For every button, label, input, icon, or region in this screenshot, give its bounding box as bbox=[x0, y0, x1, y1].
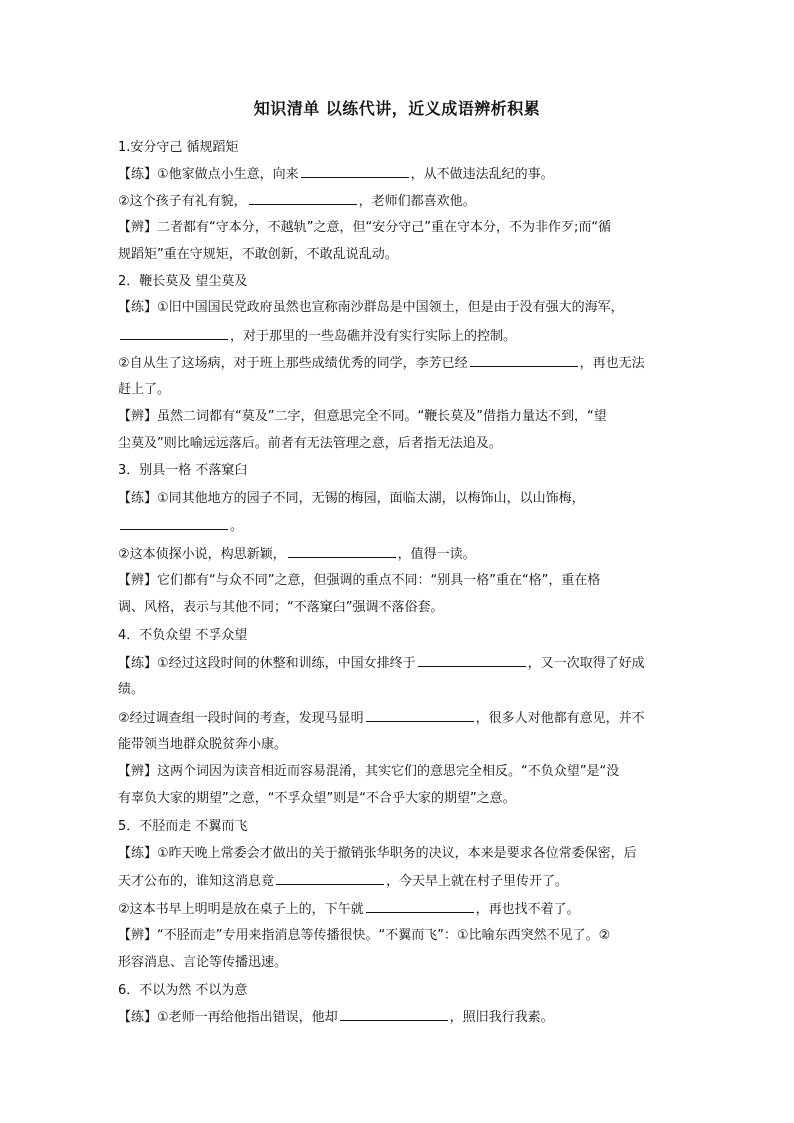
fill-in-blank[interactable] bbox=[120, 517, 228, 530]
line-text: 赶上了。 bbox=[118, 382, 171, 397]
line-text: 5．不胫而走 不翼而飞 bbox=[118, 819, 248, 834]
fill-in-blank[interactable] bbox=[301, 165, 409, 178]
line-text: 【辨】“不胫而走”专用来指消息等传播很快。“不翼而飞”：①比喻东西突然不见了。② bbox=[118, 928, 611, 943]
line-text: 绩。 bbox=[118, 682, 145, 697]
line-text-after-blank: ，很多人对他都有意见，并不 bbox=[475, 711, 645, 726]
fill-in-blank[interactable] bbox=[288, 545, 396, 558]
line-text: ②自从生了这场病，对于班上那些成绩优秀的同学，李芳已经 bbox=[118, 356, 468, 371]
line-text: ②经过调查组一段时间的考查，发现马显明 bbox=[118, 711, 364, 726]
text-line bbox=[118, 165, 688, 183]
line-text-after-blank: 。 bbox=[230, 519, 244, 534]
line-text: 天才公布的，谁知这消息竟 bbox=[118, 874, 275, 889]
text-line bbox=[118, 462, 688, 480]
line-text: 能带领当地群众脱贫奔小康。 bbox=[118, 737, 288, 752]
text-line bbox=[118, 1008, 688, 1026]
text-line bbox=[118, 900, 688, 918]
line-text: 【练】①老师一再给他指出错误，他却 bbox=[118, 1010, 338, 1025]
text-line bbox=[118, 572, 688, 590]
text-line bbox=[118, 763, 688, 781]
line-text-after-blank: ，再也无法 bbox=[579, 356, 645, 371]
text-line bbox=[118, 381, 688, 399]
line-text: 【练】①他家做点小生意，向来 bbox=[118, 167, 299, 182]
line-text: ②这个孩子有礼有貌， bbox=[118, 194, 247, 209]
text-line bbox=[118, 681, 688, 699]
line-text: 尘莫及”则比喻远远落后。前者有无法管理之意，后者指无法追及。 bbox=[118, 436, 502, 451]
line-text: 4．不负众望 不孚众望 bbox=[118, 628, 248, 643]
text-line bbox=[118, 139, 688, 157]
line-text: 【练】①昨天晚上常委会才做出的关于撤销张华职务的决议，本来是要求各位常委保密，后 bbox=[118, 846, 637, 861]
line-text-after-blank: ，照旧我行我素。 bbox=[449, 1010, 554, 1025]
page-title: 知识清单 以练代讲，近义成语辨析积累 bbox=[253, 99, 541, 118]
text-line bbox=[118, 982, 688, 1000]
text-line bbox=[118, 299, 688, 317]
line-text: 【辨】它们都有“与众不同”之意，但强调的重点不同：“别具一格”重在“格”，重在格 bbox=[118, 573, 601, 588]
fill-in-blank[interactable] bbox=[249, 192, 357, 205]
line-text: ②这本侦探小说，构思新颖， bbox=[118, 547, 286, 562]
text-line bbox=[118, 627, 688, 645]
text-line bbox=[118, 845, 688, 863]
text-line bbox=[118, 709, 688, 727]
text-line bbox=[118, 818, 688, 836]
line-text: 形容消息、言论等传播迅速。 bbox=[118, 955, 288, 970]
line-text: 有辜负大家的期望”之意，“不孚众望”则是“不合乎大家的期望”之意。 bbox=[118, 791, 516, 806]
line-text-after-blank: ，又一次取得了好成 bbox=[527, 656, 645, 671]
text-line bbox=[118, 654, 688, 672]
text-line bbox=[118, 490, 688, 508]
text-line bbox=[118, 736, 688, 754]
text-line bbox=[118, 327, 688, 345]
fill-in-blank[interactable] bbox=[340, 1008, 448, 1021]
text-line bbox=[118, 927, 688, 945]
line-text-after-blank: ，值得一读。 bbox=[397, 547, 476, 562]
line-text: 3．别具一格 不落窠臼 bbox=[118, 463, 248, 478]
fill-in-blank[interactable] bbox=[120, 327, 228, 340]
line-text: 【练】①同其他地方的园子不同，无锡的梅园，面临太湖，以梅饰山，以山饰梅， bbox=[118, 491, 585, 506]
line-text: ②这本书早上明明是放在桌子上的，下午就 bbox=[118, 902, 364, 917]
text-line bbox=[118, 517, 688, 535]
line-text: 调、风格，表示与其他不同；“不落窠臼”强调不落俗套。 bbox=[118, 600, 444, 615]
line-text: 规蹈矩”重在守规矩，不敢创新，不敢乱说乱动。 bbox=[118, 247, 398, 262]
line-text: 【辨】虽然二词都有“莫及”二字，但意思完全不同。“鞭长莫及”借指力量达不到，“望 bbox=[118, 409, 607, 424]
text-line bbox=[118, 246, 688, 264]
line-text-after-blank: ，从不做违法乱纪的事。 bbox=[410, 167, 554, 182]
text-line bbox=[118, 599, 688, 617]
fill-in-blank[interactable] bbox=[418, 654, 526, 667]
text-line bbox=[118, 354, 688, 372]
text-line bbox=[118, 954, 688, 972]
text-line bbox=[118, 790, 688, 808]
fill-in-blank[interactable] bbox=[470, 354, 578, 367]
text-line bbox=[118, 435, 688, 453]
text-line bbox=[118, 219, 688, 237]
line-text-after-blank: ，再也找不着了。 bbox=[475, 902, 580, 917]
text-line bbox=[118, 192, 688, 210]
line-text: 6．不以为然 不以为意 bbox=[118, 983, 248, 998]
line-text: 2．鞭长莫及 望尘莫及 bbox=[118, 274, 248, 289]
text-line bbox=[118, 408, 688, 426]
fill-in-blank[interactable] bbox=[276, 872, 384, 885]
fill-in-blank[interactable] bbox=[366, 709, 474, 722]
line-text: 【练】①经过这段时间的休整和训练，中国女排终于 bbox=[118, 656, 416, 671]
line-text: 【辨】二者都有“守本分，不越轨”之意，但“安分守己”重在守本分，不为非作歹;而“循 bbox=[118, 220, 612, 235]
text-line bbox=[118, 545, 688, 563]
line-text: 1.安分守己 循规蹈矩 bbox=[118, 140, 239, 155]
line-text: 【练】①旧中国国民党政府虽然也宣称南沙群岛是中国领土，但是由于没有强大的海军， bbox=[118, 300, 624, 315]
text-line bbox=[118, 872, 688, 890]
fill-in-blank[interactable] bbox=[366, 900, 474, 913]
line-text-after-blank: ，老师们都喜欢他。 bbox=[358, 194, 476, 209]
line-text: 【辨】这两个词因为读音相近而容易混淆，其实它们的意思完全相反。“不负众望”是“没 bbox=[118, 764, 620, 779]
line-text-after-blank: ，今天早上就在村子里传开了。 bbox=[386, 874, 569, 889]
line-text-after-blank: ，对于那里的一些岛礁并没有实行实际上的控制。 bbox=[230, 329, 517, 344]
text-line bbox=[118, 273, 688, 291]
